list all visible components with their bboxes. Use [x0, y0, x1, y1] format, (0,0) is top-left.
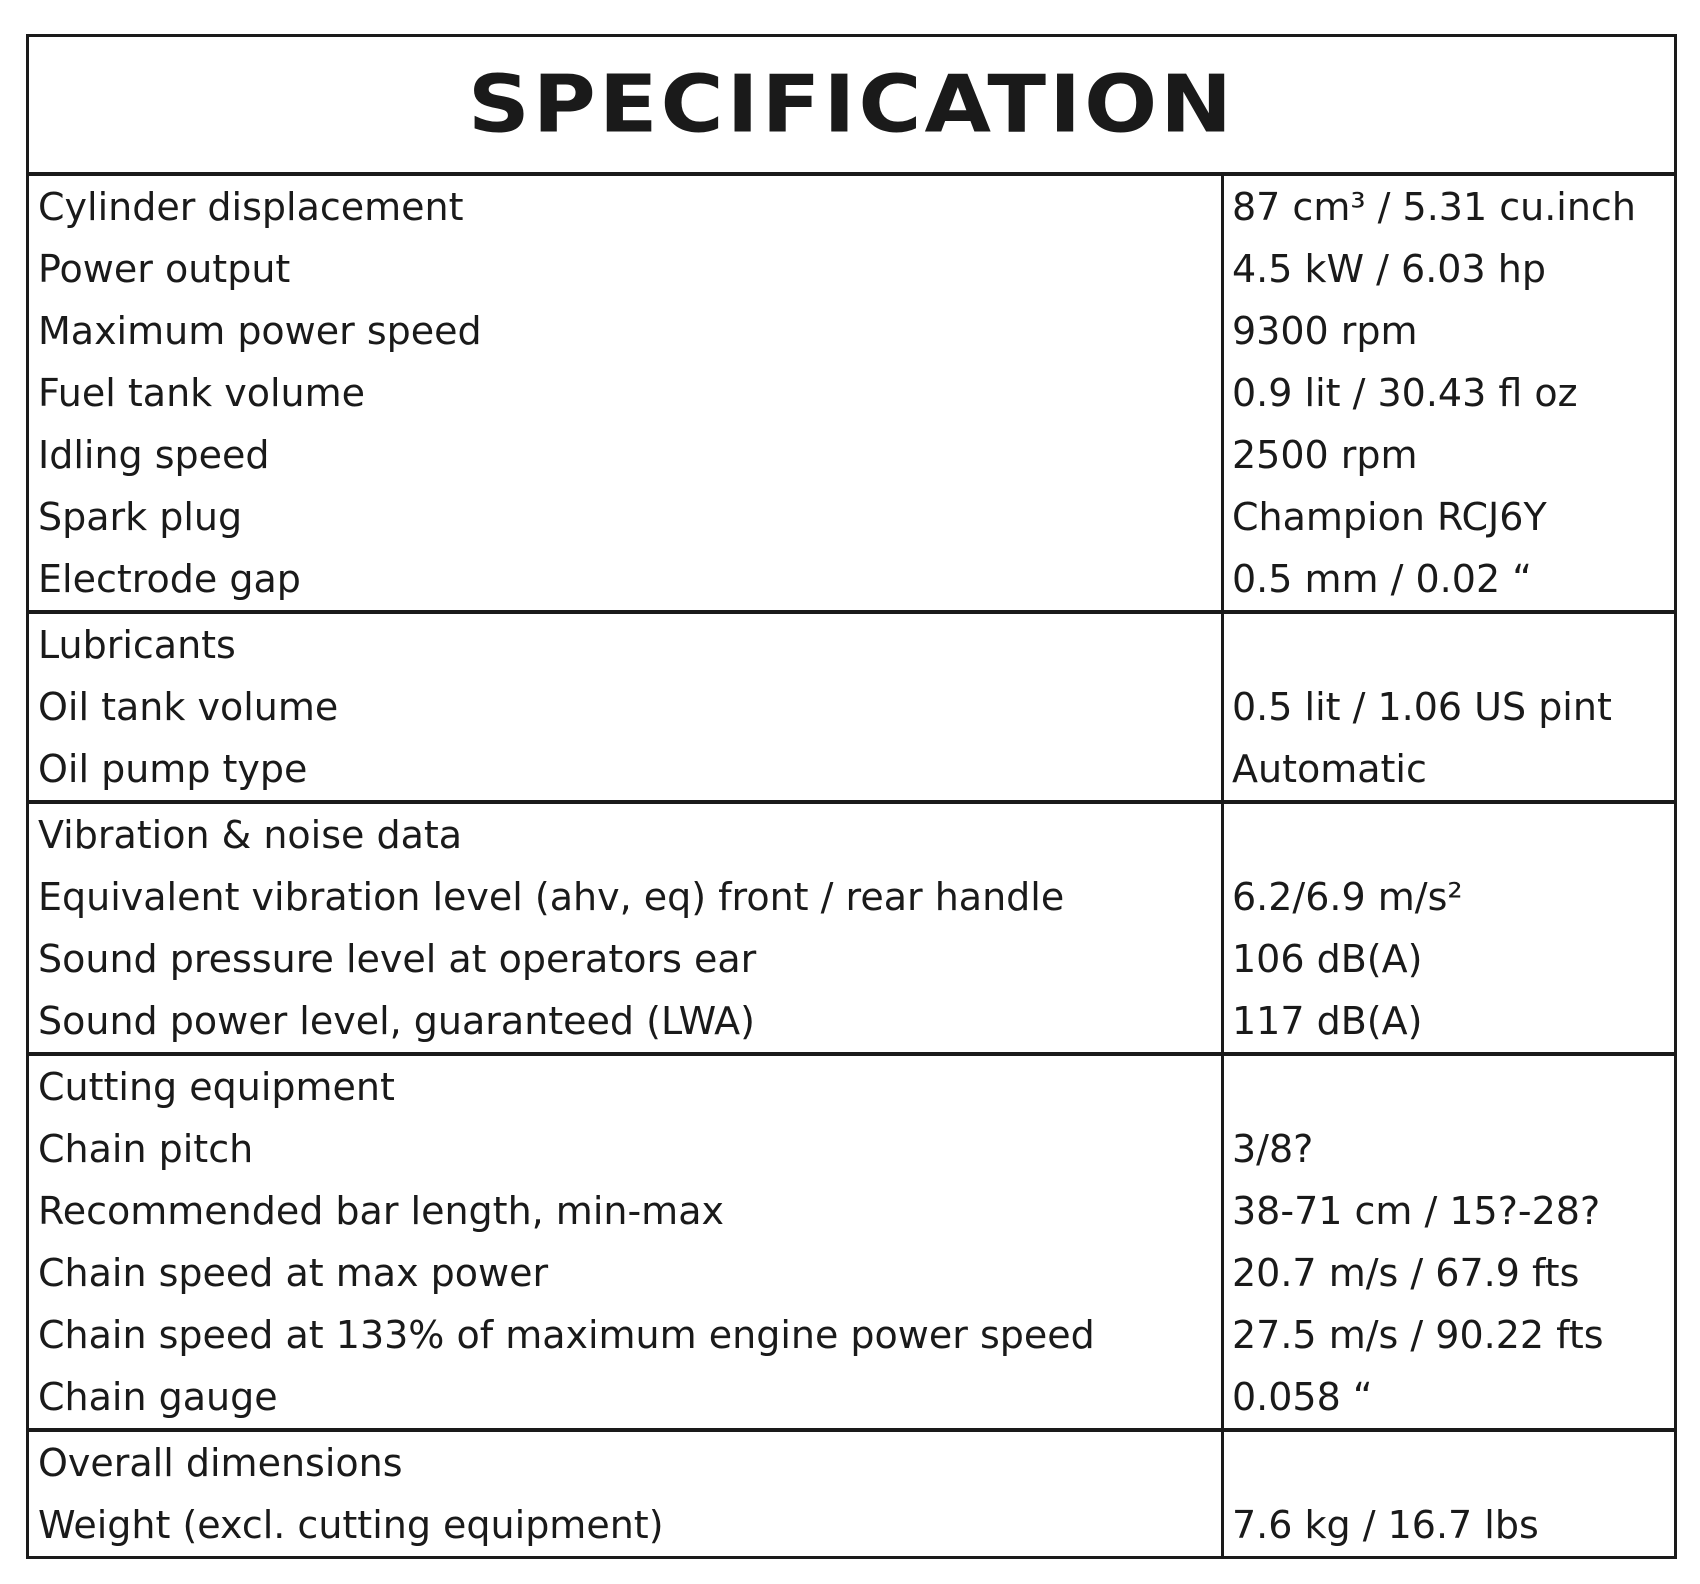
label-column [29, 614, 1224, 800]
spec-label: Fuel tank volume [38, 371, 366, 415]
value-column [1224, 1432, 1674, 1556]
specification-table [26, 34, 1677, 1559]
value-column [1224, 614, 1674, 800]
spec-value: 0.058 “ [1232, 1375, 1373, 1419]
spec-label: Sound power level, guaranteed (LWA) [38, 999, 755, 1043]
spec-label: Chain gauge [38, 1375, 278, 1419]
spec-value: 27.5 m/s / 90.22 fts [1232, 1313, 1604, 1357]
empty-cell [1232, 614, 1674, 676]
empty-cell [1232, 1056, 1674, 1118]
label-column [29, 1432, 1224, 1556]
spec-label: Oil tank volume [38, 685, 339, 729]
spec-value: 9300 rpm [1232, 309, 1418, 353]
empty-cell [1232, 1432, 1674, 1494]
title-row [29, 37, 1674, 176]
spec-value: 4.5 kW / 6.03 hp [1232, 247, 1546, 291]
spec-label: Cylinder displacement [38, 185, 464, 229]
section-lubricants [29, 614, 1674, 804]
section-cutting-equipment [29, 1056, 1674, 1432]
spec-value: 20.7 m/s / 67.9 fts [1232, 1251, 1580, 1295]
spec-value: 0.5 mm / 0.02 “ [1232, 557, 1532, 601]
label-column [29, 176, 1224, 610]
spec-label: Chain pitch [38, 1127, 254, 1171]
spec-label: Electrode gap [38, 557, 301, 601]
spec-label: Spark plug [38, 495, 243, 539]
spec-value: 3/8? [1232, 1127, 1314, 1171]
spec-value: Champion RCJ6Y [1232, 495, 1547, 539]
section-heading: Vibration & noise data [38, 813, 463, 857]
spec-value: 6.2/6.9 m/s² [1232, 875, 1463, 919]
spec-label: Chain speed at max power [38, 1251, 549, 1295]
value-column [1224, 176, 1674, 610]
spec-label: Weight (excl. cutting equipment) [38, 1503, 664, 1547]
section-vibration-noise [29, 804, 1674, 1056]
spec-label: Maximum power speed [38, 309, 482, 353]
spec-label: Chain speed at 133% of maximum engine power speed [38, 1313, 1095, 1357]
spec-value: 7.6 kg / 16.7 lbs [1232, 1503, 1539, 1547]
value-column [1224, 1056, 1674, 1428]
value-column [1224, 804, 1674, 1052]
spec-value: Automatic [1232, 747, 1427, 791]
spec-value: 106 dB(A) [1232, 937, 1423, 981]
section-engine [29, 176, 1674, 614]
section-heading: Cutting equipment [38, 1065, 395, 1109]
spec-label: Recommended bar length, min-max [38, 1189, 724, 1233]
label-column [29, 1056, 1224, 1428]
empty-cell [1232, 804, 1674, 866]
spec-value: 0.5 lit / 1.06 US pint [1232, 685, 1612, 729]
spec-value: 0.9 lit / 30.43 fl oz [1232, 371, 1578, 415]
spec-label: Idling speed [38, 433, 270, 477]
section-heading: Overall dimensions [38, 1441, 403, 1485]
section-overall-dimensions [29, 1432, 1674, 1556]
spec-value: 117 dB(A) [1232, 999, 1423, 1043]
spec-value: 2500 rpm [1232, 433, 1418, 477]
label-column [29, 804, 1224, 1052]
section-heading: Lubricants [38, 623, 236, 667]
spec-label: Power output [38, 247, 291, 291]
spec-value: 38-71 cm / 15?-28? [1232, 1189, 1601, 1233]
spec-label: Sound pressure level at operators ear [38, 937, 757, 981]
page-title: SPECIFICATION [467, 58, 1236, 151]
spec-label: Oil pump type [38, 747, 308, 791]
spec-value: 87 cm³ / 5.31 cu.inch [1232, 185, 1636, 229]
spec-label: Equivalent vibration level (ahv, eq) front / rear handle [38, 875, 1065, 919]
